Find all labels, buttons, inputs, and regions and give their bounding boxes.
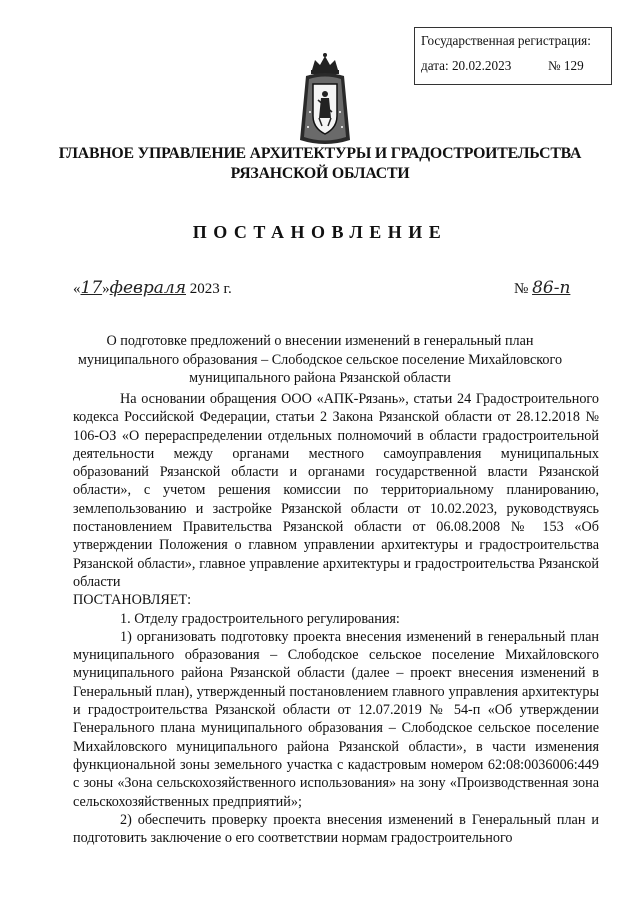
date-close-quote: » (102, 281, 110, 297)
date-month-handwritten: февраля (109, 278, 186, 298)
registration-number: № 129 (548, 58, 584, 73)
ryazan-coat-of-arms-icon (296, 52, 354, 152)
date-year: 2023 г. (189, 281, 232, 297)
date-open-quote: « (73, 281, 81, 297)
registration-stamp-box (414, 27, 612, 85)
preamble-paragraph: На основании обращения ООО «АПК-Рязань», статьи 24 Градостроительного кодекса Российской Федерации, статьи 2 Закона Рязанской области от 28.12.2018 № 106-ОЗ «О перераспределении отдельных полномочий в области градостроительной деятельности между органами местного самоуправления муниципальных образований Рязанской области и органами государственной власти Рязанской области», с учетом решения комиссии по территориальному планированию, землепользованию и застройке Рязанской области от 10.02.2023, руководствуясь постановлением Правительства Рязанской области от 06.08.2008 № 153 «Об утверждении Положения о главном управлении архитектуры и градостроительства Рязанской области», главное управление архитектуры и градостроительства Рязанской области (73, 391, 599, 590)
registration-date: дата: 20.02.2023 (421, 58, 512, 73)
document-type-heading: ПОСТАНОВЛЕНИЕ (192, 222, 448, 242)
number-prefix: № (514, 281, 529, 297)
document-number (514, 278, 570, 298)
registration-label: Государственная регистрация: (421, 33, 591, 48)
date-day-handwritten: 17 (80, 278, 103, 298)
subject-line3: муниципального района Рязанской области (189, 370, 451, 386)
item-1: 1. Отделу градостроительного регулирования: (120, 610, 400, 627)
subitem-2: 2) обеспечить проверку проекта внесения изменений в Генеральный план и подготовить заключение о его соответствии нормам градостроительного (73, 811, 599, 847)
subject-line2: муниципального образования – Слободское сельское поселение Михайловского (77, 351, 563, 368)
document-body (73, 390, 599, 847)
organization-title-line2: РЯЗАНСКОЙ ОБЛАСТИ (230, 165, 410, 182)
number-handwritten: 86-п (532, 278, 571, 298)
decree-word: ПОСТАНОВЛЯЕТ: (73, 592, 192, 609)
organization-title-line1: ГЛАВНОЕ УПРАВЛЕНИЕ АРХИТЕКТУРЫ И ГРАДОСТРОИТЕЛЬСТВА (58, 145, 582, 162)
document-date (73, 278, 232, 298)
document-subject (60, 332, 580, 388)
subject-line1: О подготовке предложений о внесении изменений в генеральный план (106, 333, 534, 349)
registration-details (421, 58, 584, 74)
subitem-1: 1) организовать подготовку проекта внесения изменений в генеральный план муниципального образования – Слободское сельское поселение Михайловского муниципального района Рязанской области (далее – проект внесения изменений в Генеральный план), утвержденный постановлением главного управления архитектуры и градостроительства Рязанской области от 12.07.2019 № 54-п «Об утверждении Генерального плана муниципального образования – Слободское сельское поселение Михайловского муниципального района Рязанской области», в части изменения функциональной зоны земельного участка с кадастровым номером 62:08:0036006:449 с зоны «Зона сельскохозяйственного использования» на зону «Производственная зона сельскохозяйственных предприятий»; (73, 628, 599, 810)
